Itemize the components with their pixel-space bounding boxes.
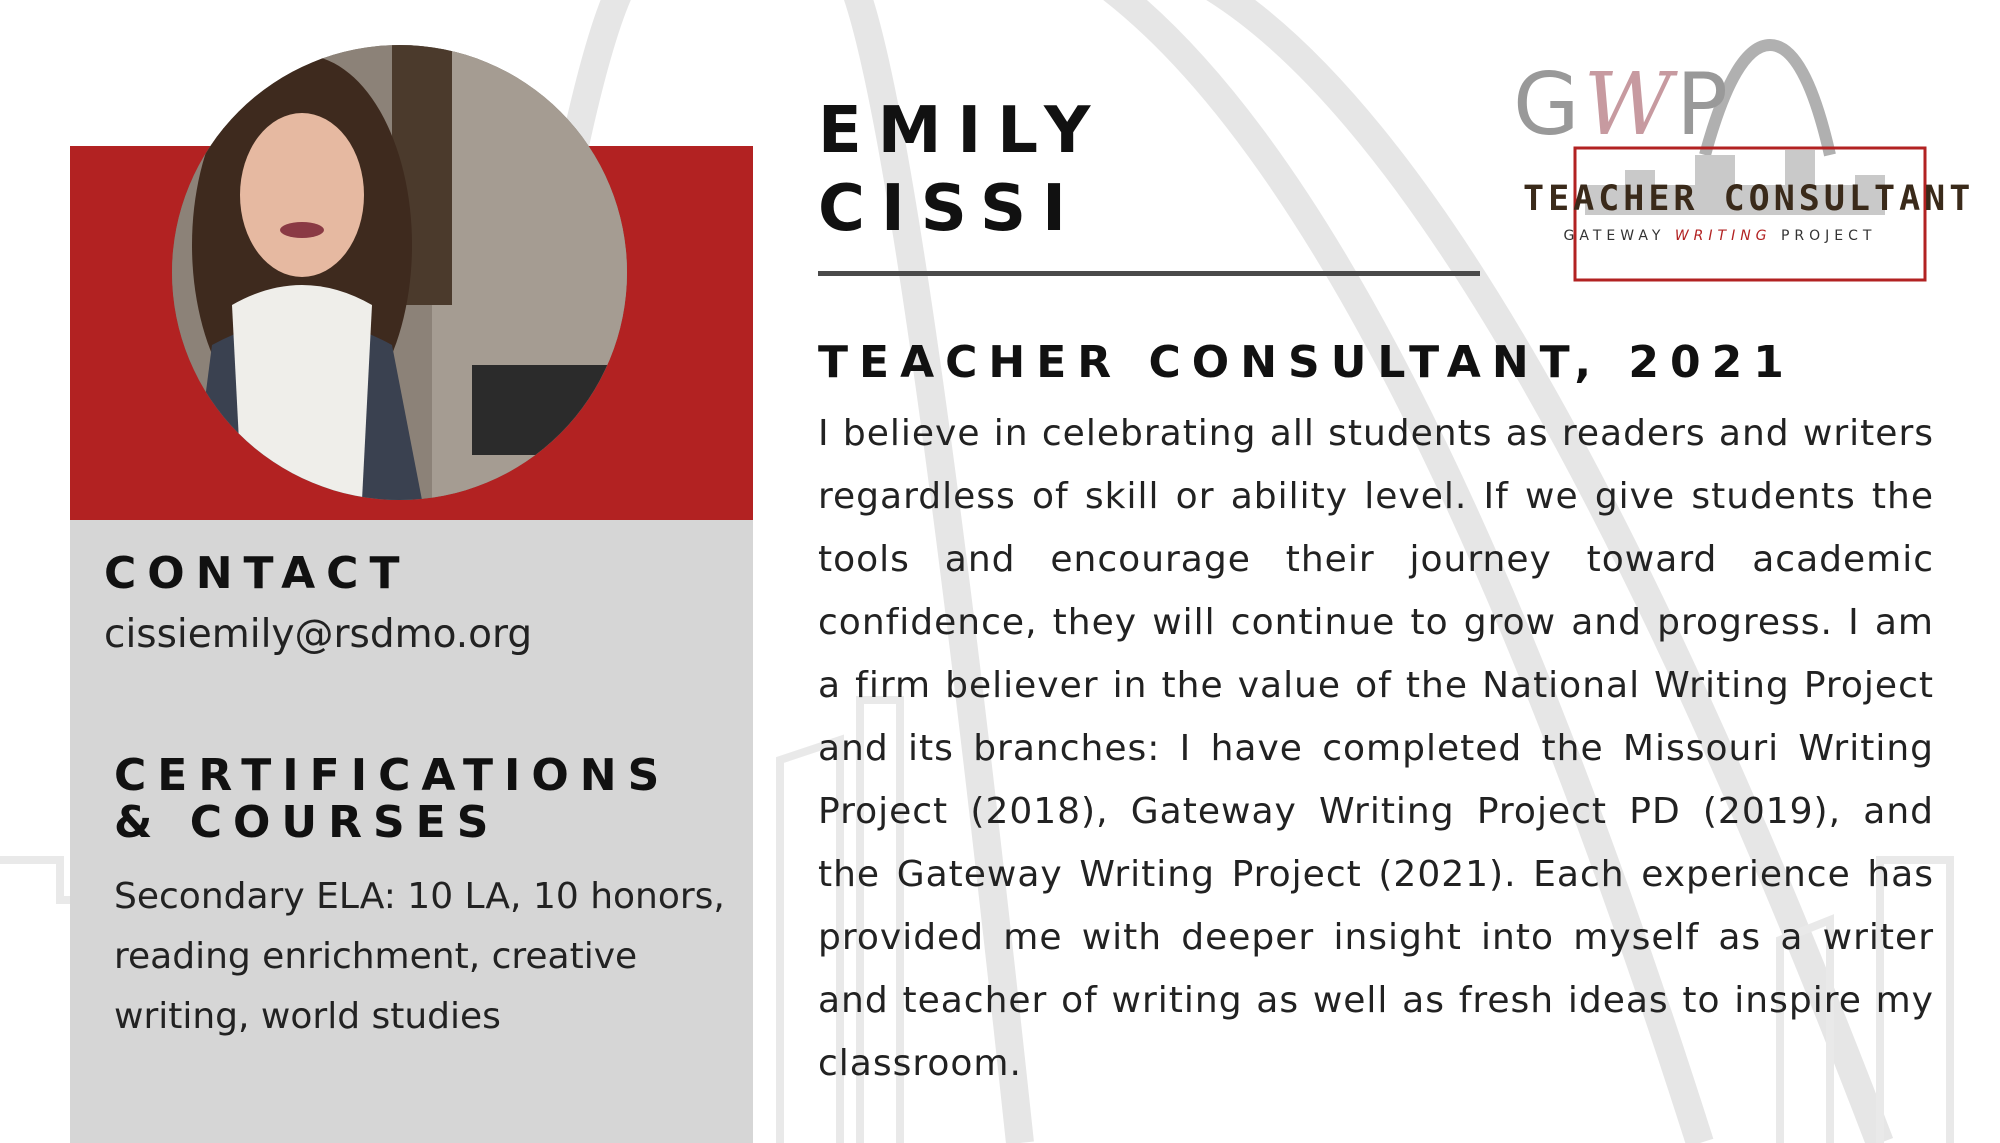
name-divider [818,271,1480,276]
role-heading: TEACHER CONSULTANT, 2021 [818,337,1795,388]
logo-subtitle: GATEWAY WRITING PROJECT [1563,228,1877,244]
profile-photo [172,45,627,500]
certifications-heading-line2: & COURSES [114,797,500,848]
certifications-body: Secondary ELA: 10 LA, 10 honors, reading enrichment, creative writing, world studies [114,876,725,1037]
gwp-logo [1505,35,1975,290]
name-last: CISSI [818,172,1082,246]
bio-paragraph: I believe in celebrating all students as readers and writers regardless of skill or ability level. If we give students the tools and encourage their journey toward academic confidence, they will continue to grow and progress. I am a firm believer in the value of the National Writing Project and its branches: I have completed the Missouri Writing Project (2018), Gateway Writing Project PD (2019), and the Gateway Writing Project (2021). Each experience has provided me with deeper insight into myself as a writer and teacher of writing as well as fresh ideas to inspire my classroom. [818,413,1934,1084]
name-first: EMILY [818,94,1107,168]
person-name [818,92,1106,248]
certifications-heading [114,752,734,846]
logo-title: TEACHER CONSULTANT [1523,179,1975,219]
contact-email: cissiemily@rsdmo.org [104,612,533,657]
logo-gwp-letters: GWP [1513,55,1732,155]
certifications-heading-line1: CERTIFICATIONS [114,750,671,801]
contact-heading: CONTACT [104,548,411,599]
